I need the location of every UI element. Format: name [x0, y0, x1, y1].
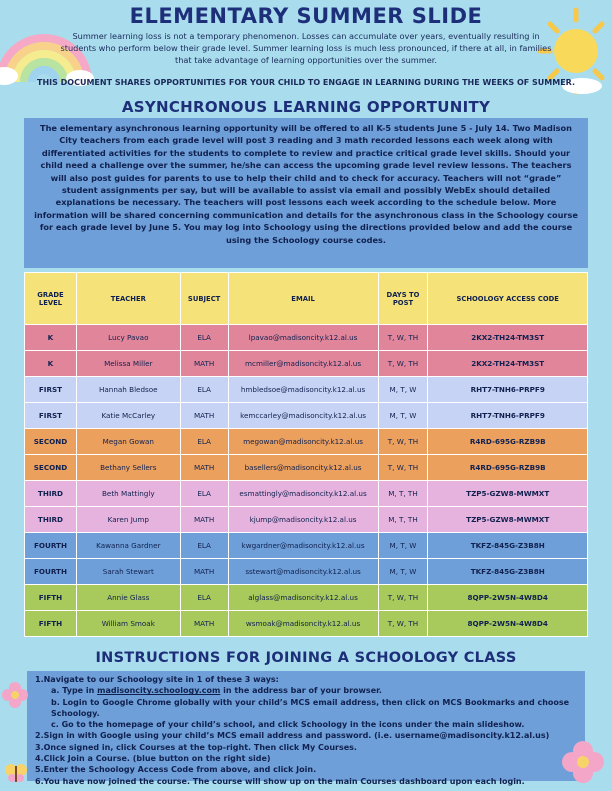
days-cell: T, W, TH: [378, 611, 428, 637]
table-row: [25, 325, 588, 351]
subject-cell: ELA: [180, 533, 228, 559]
code-cell: TKFZ-845G-Z3B8H: [428, 559, 588, 585]
code-cell: TKFZ-845G-Z3B8H: [428, 533, 588, 559]
grade-cell: SECOND: [25, 429, 77, 455]
header-teacher: TEACHER: [76, 273, 180, 325]
teacher-cell: Melissa Miller: [76, 351, 180, 377]
subject-cell: MATH: [180, 455, 228, 481]
grade-cell: FIFTH: [25, 585, 77, 611]
days-cell: T, W, TH: [378, 429, 428, 455]
subject-cell: ELA: [180, 585, 228, 611]
step-5: 5.Enter the Schoology Access Code from above, and click Join.: [35, 765, 317, 775]
grade-cell: FOURTH: [25, 533, 77, 559]
email-cell[interactable]: kjump@madisoncity.k12.al.us: [228, 507, 378, 533]
subject-cell: ELA: [180, 429, 228, 455]
header-days: DAYS TO POST: [378, 273, 428, 325]
days-cell: T, W, TH: [378, 351, 428, 377]
instructions-heading: INSTRUCTIONS FOR JOINING A SCHOOLOGY CLASS: [95, 650, 517, 666]
table-row: [25, 507, 588, 533]
step-4: 4.Click Join a Course. (blue button on the right side): [35, 754, 271, 764]
teacher-cell: Karen Jump: [76, 507, 180, 533]
step-3: 3.Once signed in, click Courses at the top-right. Then click My Courses.: [35, 742, 357, 752]
header-code: SCHOOLOGY ACCESS CODE: [428, 273, 588, 325]
email-cell[interactable]: kwgardner@madisoncity.k12.al.us: [228, 533, 378, 559]
subject-cell: MATH: [180, 507, 228, 533]
grade-cell: SECOND: [25, 455, 77, 481]
email-cell[interactable]: kemccarley@madisoncity.k12.al.us: [228, 403, 378, 429]
subject-cell: ELA: [180, 481, 228, 507]
flower-icon: [560, 740, 606, 784]
header-grade: GRADE LEVEL: [25, 273, 77, 325]
teacher-cell: Beth Mattingly: [76, 481, 180, 507]
subject-cell: ELA: [180, 325, 228, 351]
days-cell: M, T, TH: [378, 507, 428, 533]
email-cell[interactable]: wsmoak@madisoncity.k12.al.us: [228, 611, 378, 637]
days-cell: M, T, W: [378, 533, 428, 559]
grade-cell: FOURTH: [25, 559, 77, 585]
flower-icon: [0, 680, 30, 710]
code-cell: RHT7-TNH6-PRPF9: [428, 377, 588, 403]
code-cell: 8QPP-2W5N-4W8D4: [428, 611, 588, 637]
table-row: [25, 351, 588, 377]
code-cell: RHT7-TNH6-PRPF9: [428, 403, 588, 429]
schoology-link[interactable]: madisoncity.schoology.com: [97, 686, 221, 696]
table-row: [25, 455, 588, 481]
teacher-cell: William Smoak: [76, 611, 180, 637]
step-1a: [35, 685, 577, 696]
grade-cell: FIFTH: [25, 611, 77, 637]
teacher-cell: Katie McCarley: [76, 403, 180, 429]
email-cell[interactable]: sstewart@madisoncity.k12.al.us: [228, 559, 378, 585]
table-header-row: [25, 273, 588, 325]
subject-cell: MATH: [180, 611, 228, 637]
step-1c: c. Go to the homepage of your child’s school, and click Schoology in the icons under the main slideshow.: [51, 720, 525, 730]
email-cell[interactable]: basellers@madisoncity.k12.al.us: [228, 455, 378, 481]
subject-cell: MATH: [180, 559, 228, 585]
summer-banner-text: THIS DOCUMENT SHARES OPPORTUNITIES FOR YOUR CHILD TO ENGAGE IN LEARNING DURING THE WEEKS OF SUMMER.: [36, 78, 576, 87]
days-cell: T, W, TH: [378, 455, 428, 481]
days-cell: T, W, TH: [378, 325, 428, 351]
days-cell: M, T, TH: [378, 481, 428, 507]
code-cell: R4RD-695G-RZB9B: [428, 429, 588, 455]
grade-cell: THIRD: [25, 481, 77, 507]
table-row: [25, 403, 588, 429]
grade-cell: K: [25, 325, 77, 351]
intro-paragraph: Summer learning loss is not a temporary phenomenon. Losses can accumulate over years, eventually resulting in students who perform below their grade level. Summer learning loss is much less pronounced, if there at all, in families that take advantage of learning opportunities over the summer.: [60, 31, 552, 65]
grade-cell: THIRD: [25, 507, 77, 533]
step-1a-pre: a. Type in: [51, 686, 98, 696]
header-subject: SUBJECT: [180, 273, 228, 325]
grade-cell: K: [25, 351, 77, 377]
email-cell[interactable]: alglass@madisoncity.k12.al.us: [228, 585, 378, 611]
async-description: The elementary asynchronous learning opportunity will be offered to all K-5 students June 5 - July 14. Two Madison City teachers from each grade level will post 3 reading and 3 math recorded lessons each week along with differentiated activities for the students to complete to review and practice critical grade level skills. Should your child need a challenge over the summer, he/she can access the upcoming grade level review lessons. The teachers will also post guides for parents to use to help their child and to check for accuracy. Teachers will not “grade” student assignments per say, but will be available to assist via email and possibly WebEx should detailed explanations be necessary. The teachers will post lessons each week according to the schedule below. More information will be shared concerning communication and details for the asynchronous class in the Schoology course for each grade level by June 5. You may log into Schoology using the directions provided below and add the course using the Schoology course codes.: [24, 118, 588, 268]
instructions-list: [27, 671, 585, 786]
table-row: [25, 429, 588, 455]
days-cell: T, W, TH: [378, 585, 428, 611]
email-cell[interactable]: hmbledsoe@madisoncity.k12.al.us: [228, 377, 378, 403]
step-1: 1.Navigate to our Schoology site in 1 of these 3 ways:: [35, 675, 279, 684]
step-1a-post: in the address bar of your browser.: [220, 686, 382, 696]
teacher-cell: Sarah Stewart: [76, 559, 180, 585]
subject-cell: ELA: [180, 377, 228, 403]
code-cell: 2KX2-TH24-TM3ST: [428, 325, 588, 351]
table-row: [25, 481, 588, 507]
teacher-cell: Megan Gowan: [76, 429, 180, 455]
code-cell: TZP5-GZW8-MWMXT: [428, 507, 588, 533]
email-cell[interactable]: esmattingly@madisoncity.k12.al.us: [228, 481, 378, 507]
butterfly-icon: [4, 762, 28, 784]
code-cell: 8QPP-2W5N-4W8D4: [428, 585, 588, 611]
table-row: [25, 611, 588, 637]
table-row: [25, 585, 588, 611]
step-1b: b. Login to Google Chrome globally with your child’s MCS email address, then click on MCS Bookmarks and choose Schoology.: [51, 697, 570, 718]
teacher-cell: Hannah Bledsoe: [76, 377, 180, 403]
grade-cell: FIRST: [25, 377, 77, 403]
table-row: [25, 533, 588, 559]
days-cell: M, T, W: [378, 559, 428, 585]
subject-cell: MATH: [180, 351, 228, 377]
table-row: [25, 559, 588, 585]
schedule-table: [24, 272, 588, 637]
grade-cell: FIRST: [25, 403, 77, 429]
header-email: EMAIL: [228, 273, 378, 325]
subject-cell: MATH: [180, 403, 228, 429]
teacher-cell: Annie Glass: [76, 585, 180, 611]
email-cell[interactable]: megowan@madisoncity.k12.al.us: [228, 429, 378, 455]
email-cell[interactable]: lpavao@madisoncity.k12.al.us: [228, 325, 378, 351]
table-row: [25, 377, 588, 403]
code-cell: 2KX2-TH24-TM3ST: [428, 351, 588, 377]
teacher-cell: Kawanna Gardner: [76, 533, 180, 559]
code-cell: R4RD-695G-RZB9B: [428, 455, 588, 481]
teacher-cell: Bethany Sellers: [76, 455, 180, 481]
days-cell: M, T, W: [378, 377, 428, 403]
email-cell[interactable]: mcmiller@madisoncity.k12.al.us: [228, 351, 378, 377]
step-2: 2.Sign in with Google using your child’s MCS email address and password. (i.e. username@madisoncity.k12.al.us): [35, 731, 550, 741]
step-6: 6.You have now joined the course. The course will show up on the main Courses dashboard upon each login.: [35, 776, 525, 786]
days-cell: M, T, W: [378, 403, 428, 429]
teacher-cell: Lucy Pavao: [76, 325, 180, 351]
page-title: ELEMENTARY SUMMER SLIDE: [129, 4, 483, 28]
code-cell: TZP5-GZW8-MWMXT: [428, 481, 588, 507]
async-heading: ASYNCHRONOUS LEARNING OPPORTUNITY: [121, 98, 491, 116]
